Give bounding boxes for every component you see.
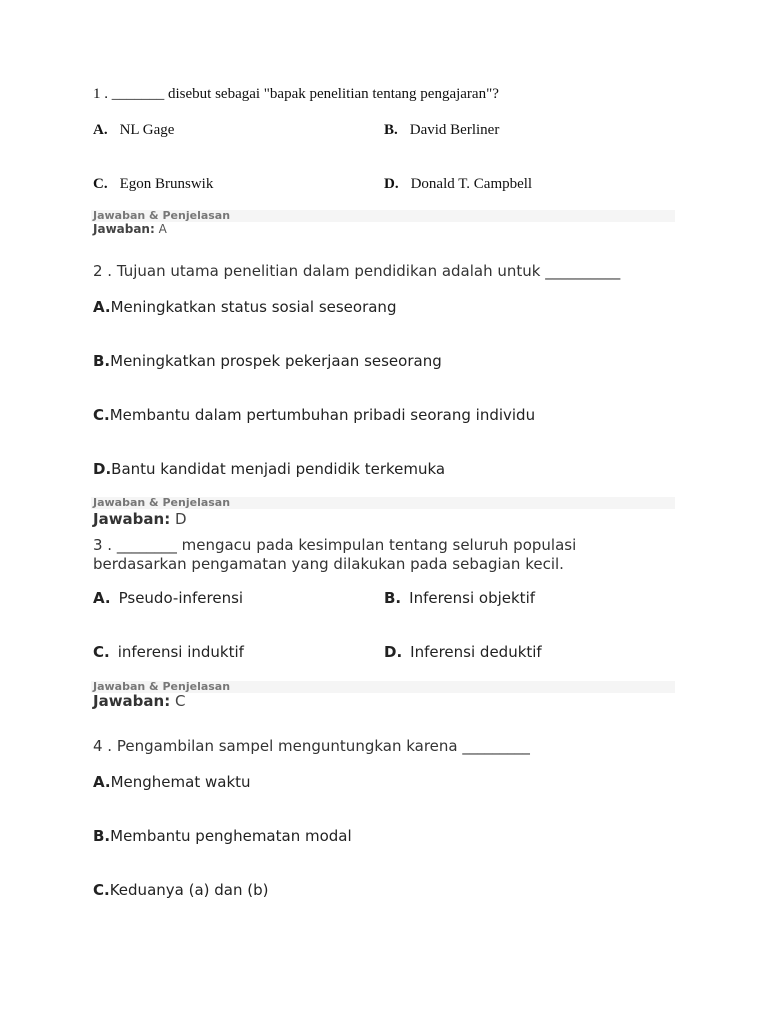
option-letter: D. [384,176,399,192]
q1-option-a[interactable] [93,122,174,139]
q2-option-c[interactable] [93,406,535,424]
option-letter: C. [93,881,110,899]
option-text: Inferensi deduktif [410,643,542,661]
q1-option-c[interactable] [93,176,213,193]
answer-line [93,510,187,528]
option-letter: A. [93,773,111,791]
option-text: Inferensi objektif [409,589,536,607]
answer-explanation-toggle[interactable]: Jawaban & Penjelasan [93,680,231,693]
option-text: Donald T. Campbell [410,176,533,192]
answer-value: A [158,222,167,236]
answer-explanation-toggle[interactable]: Jawaban & Penjelasan [93,496,231,509]
q1-option-d[interactable] [384,176,532,193]
option-text: NL Gage [119,122,175,138]
q3-option-d[interactable] [384,643,542,661]
question-2-text: 2 . Tujuan utama penelitian dalam pendidikan adalah untuk __________ [93,262,621,280]
question-1-text: 1 . _______ disebut sebagai "bapak penelitian tentang pengajaran"? [93,86,499,102]
option-letter: C. [93,643,110,661]
option-letter: B. [93,352,111,370]
option-text: Membantu penghematan modal [110,827,352,845]
answer-value: C [175,692,186,710]
option-letter: D. [93,460,112,478]
q4-option-b[interactable] [93,827,352,845]
answer-label: Jawaban: [93,692,171,710]
option-letter: A. [93,298,111,316]
answer-label: Jawaban: [93,222,155,236]
option-text: David Berliner [409,122,500,138]
q2-option-b[interactable] [93,352,442,370]
question-4-text: 4 . Pengambilan sampel menguntungkan karena _________ [93,737,530,755]
option-text: Bantu kandidat menjadi pendidik terkemuka [111,460,446,478]
option-letter: C. [93,406,110,424]
option-letter: B. [384,589,402,607]
option-text: Menghemat waktu [110,773,251,791]
question-3-text: 3 . ________ mengacu pada kesimpulan tentang seluruh populasi berdasarkan pengamatan yang dilakukan pada sebagian kecil. [93,536,577,573]
option-text: Keduanya (a) dan (b) [109,881,269,899]
q3-option-c[interactable] [93,643,244,661]
q2-option-a[interactable] [93,298,396,316]
q1-option-b[interactable] [384,122,499,139]
q4-option-a[interactable] [93,773,251,791]
option-letter: D. [384,643,403,661]
option-letter: B. [93,827,111,845]
option-text: Egon Brunswik [119,176,214,192]
option-letter: A. [93,589,111,607]
option-text: Meningkatkan prospek pekerjaan seseorang [110,352,442,370]
option-text: Membantu dalam pertumbuhan pribadi seorang individu [109,406,536,424]
option-text: Meningkatkan status sosial seseorang [110,298,397,316]
option-letter: A. [93,122,108,138]
answer-explanation-toggle[interactable]: Jawaban & Penjelasan [93,209,231,222]
answer-line [93,692,186,710]
q2-option-d[interactable] [93,460,445,478]
option-text: inferensi induktif [117,643,244,661]
option-letter: B. [384,122,398,138]
option-letter: C. [93,176,108,192]
option-text: Pseudo-inferensi [118,589,244,607]
answer-line [93,222,167,236]
q4-option-c[interactable] [93,881,268,899]
q3-option-b[interactable] [384,589,535,607]
answer-label: Jawaban: [93,510,171,528]
answer-value: D [175,510,187,528]
q3-option-a[interactable] [93,589,243,607]
